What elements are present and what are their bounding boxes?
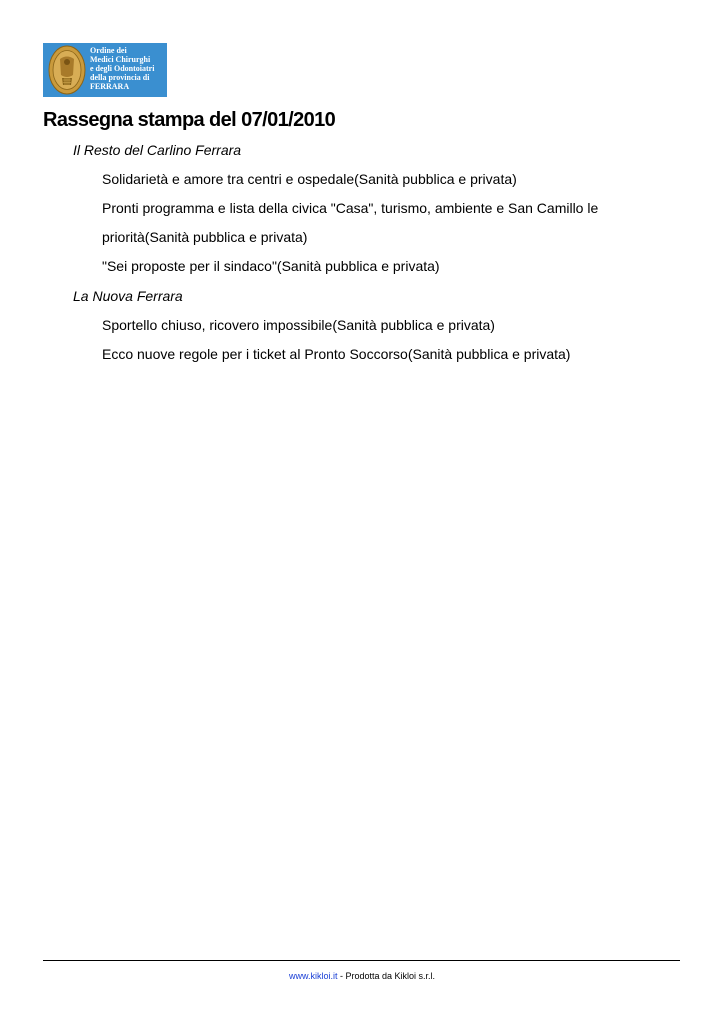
source-heading: La Nuova Ferrara [73, 288, 183, 304]
footer-credit: - Prodotta da Kikloi s.r.l. [337, 971, 436, 981]
article-item[interactable]: priorità(Sanità pubblica e privata) [102, 229, 308, 245]
logo-text-line: Medici Chirurghi [90, 55, 151, 64]
article-item[interactable]: Solidarietà e amore tra centri e ospedale(Sanità pubblica e privata) [102, 171, 517, 187]
source-heading: Il Resto del Carlino Ferrara [73, 142, 242, 158]
article-item[interactable]: Sportello chiuso, ricovero impossibile(Sanità pubblica e privata) [102, 317, 495, 333]
logo-text-line: Ordine dei [90, 46, 127, 55]
logo-text-line: della provincia di [90, 73, 150, 82]
article-item[interactable]: Pronti programma e lista della civica "Casa", turismo, ambiente e San Camillo le [102, 200, 599, 216]
logo-text [90, 46, 154, 91]
logo-text-line: e degli Odontoiatri [90, 64, 155, 73]
page-title: Rassegna stampa del 07/01/2010 [43, 109, 336, 131]
seal-icon [48, 45, 86, 95]
logo [43, 43, 167, 97]
footer-link[interactable]: www.kikloi.it [288, 971, 338, 981]
logo-text-line: FERRARA [90, 82, 130, 91]
footer [0, 970, 724, 982]
article-item[interactable]: "Sei proposte per il sindaco"(Sanità pubblica e privata) [102, 258, 440, 274]
footer-divider [43, 960, 680, 961]
article-item[interactable]: Ecco nuove regole per i ticket al Pronto Soccorso(Sanità pubblica e privata) [102, 346, 571, 362]
